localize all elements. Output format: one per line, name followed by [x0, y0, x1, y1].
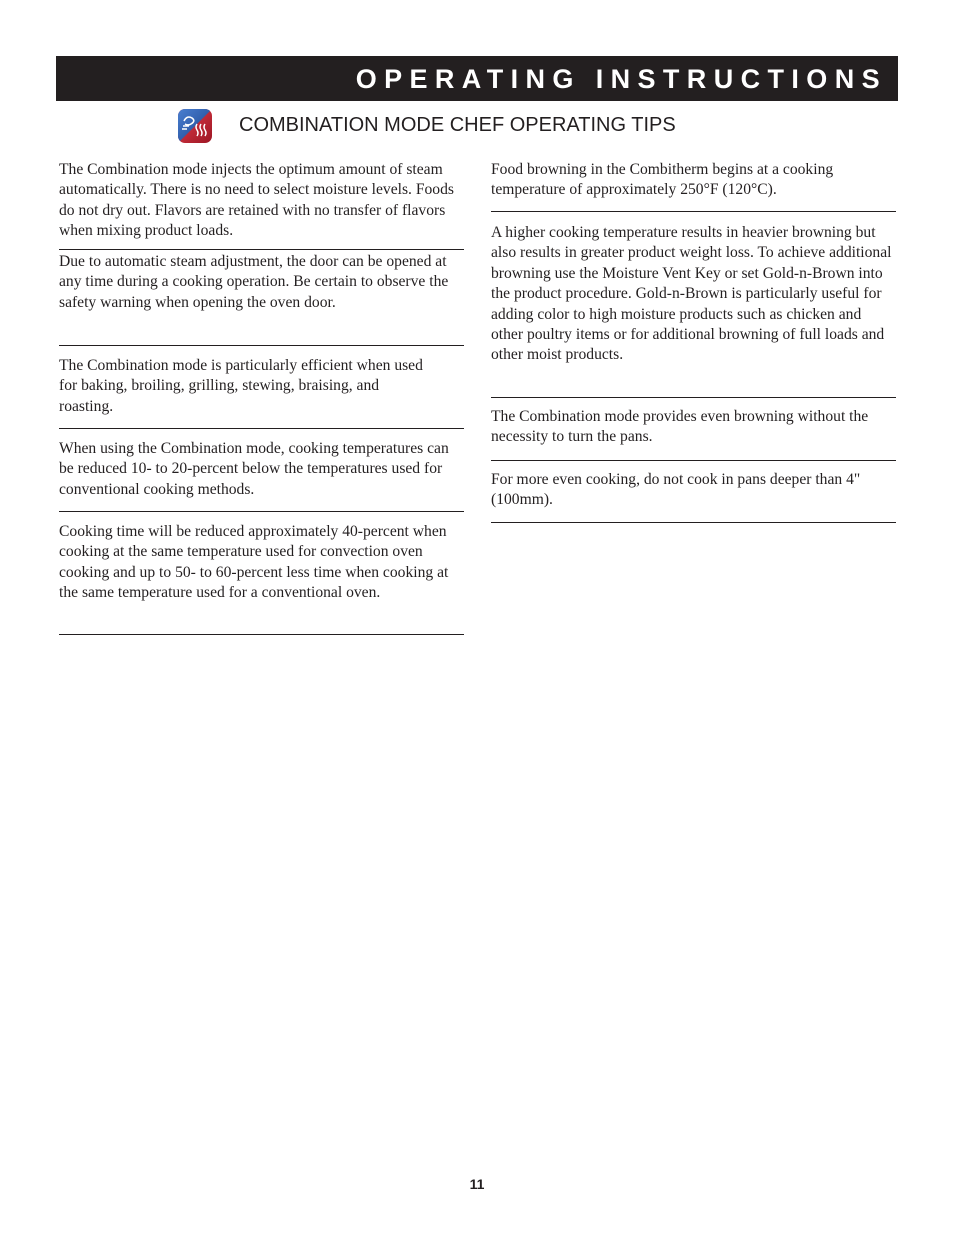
tip-higher-temperature: A higher cooking temperature results in heavier browning but also results in greater product weight loss. To achieve additional browning use the Moisture Vent Key or set Gold-n-Brown into the product procedure. Gold-n-Brown is particularly useful for adding color to high moisture products such as chicken and other poultry items or for additional browning of full loads and other moist products.	[491, 224, 892, 364]
tip-door-opening: Due to automatic steam adjustment, the door can be opened at any time during a cooking operation. Be certain to observe the safety warning when opening the oven door.	[59, 253, 449, 311]
tip-temperature-reduction: When using the Combination mode, cooking temperatures can be reduced 10- to 20-percent below the temperatures used for conventional cooking methods.	[59, 440, 449, 498]
divider	[59, 428, 464, 429]
divider	[491, 522, 896, 523]
divider	[59, 249, 464, 250]
section-title: COMBINATION MODE CHEF OPERATING TIPS	[239, 114, 676, 136]
tip-browning-start: Food browning in the Combitherm begins at a cooking temperature of approximately 250°F (120°C).	[491, 161, 834, 199]
divider	[59, 511, 464, 512]
divider	[491, 460, 896, 461]
divider	[59, 345, 464, 346]
divider	[59, 634, 464, 635]
tip-even-browning: The Combination mode provides even browning without the necessity to turn the pans.	[491, 408, 869, 446]
combination-mode-icon	[178, 109, 212, 143]
tip-efficiency: The Combination mode is particularly efficient when used for baking, broiling, grilling, stewing, braising, and roasting.	[59, 357, 423, 415]
header-banner	[56, 56, 898, 101]
divider	[491, 397, 896, 398]
tip-pan-depth: For more even cooking, do not cook in pans deeper than 4" (100mm).	[491, 471, 861, 509]
banner-title: OPERATING INSTRUCTIONS	[355, 64, 887, 94]
tip-cooking-time: Cooking time will be reduced approximately 40-percent when cooking at the same temperature used for convection oven cooking and up to 50- to 60-percent less time when cooking at the same temperature used for a conventional oven.	[59, 523, 449, 602]
page-number: 11	[469, 1176, 485, 1192]
divider	[491, 211, 896, 212]
tip-steam-injection: The Combination mode injects the optimum amount of steam automatically. There is no need to select moisture levels. Foods do not dry out. Flavors are retained with no transfer of flavors when mixing product loads.	[59, 161, 454, 240]
